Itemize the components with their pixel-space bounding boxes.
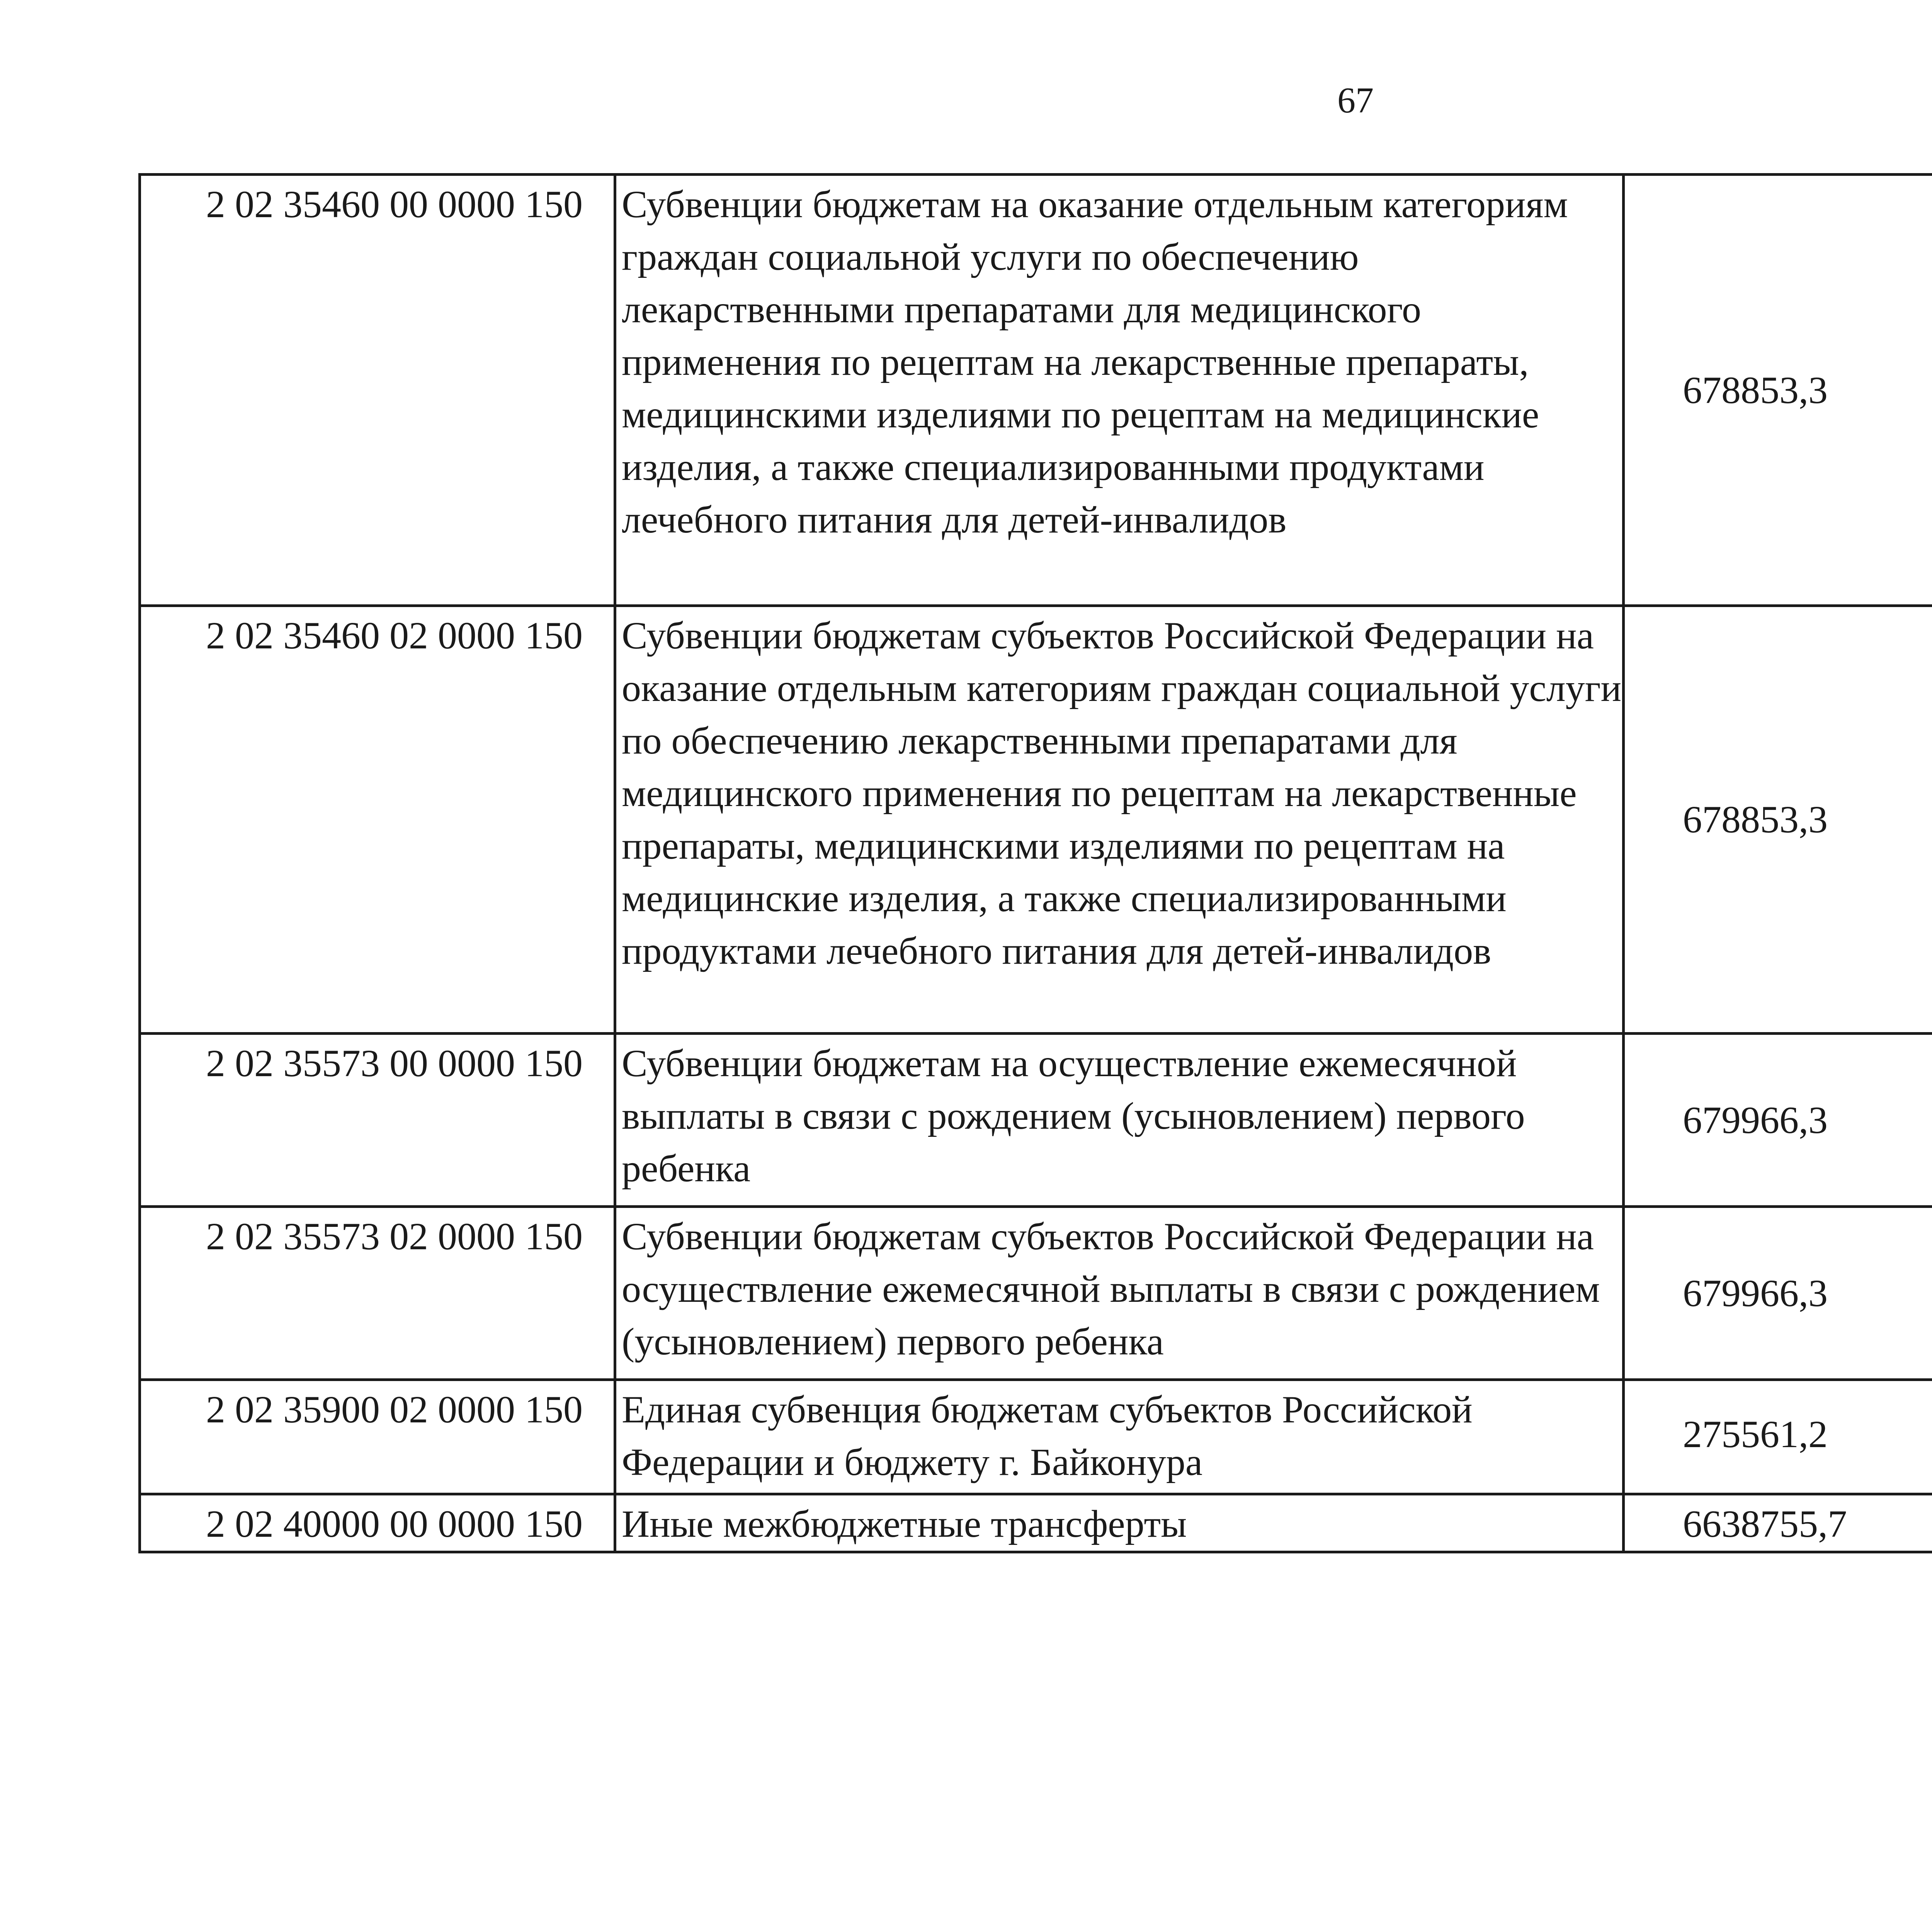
revenue-name-cell: Субвенции бюджетам субъектов Российской Федерации на оказание отдельным категориям граждан социальной услуги по обеспечению лекарственными препаратами для медицинского применения по рецептам на лекарственные препараты, медицинскими изделиями по рецептам на медицинские изделия, а также специализированными продуктами лечебного питания для детей-инвалидов: [615, 606, 1624, 1034]
budget-code-cell: 2 02 35460 00 0000 150: [140, 175, 615, 606]
table-row: [140, 606, 1932, 1034]
value-year1-cell: 678853,3: [1624, 175, 1932, 606]
revenue-name-cell: Субвенции бюджетам на осуществление ежемесячной выплаты в связи с рождением (усыновлением) первого ребенка: [615, 1034, 1624, 1207]
table-row: [140, 1207, 1932, 1380]
revenue-name-cell: Субвенции бюджетам субъектов Российской Федерации на осуществление ежемесячной выплаты в связи с рождением (усыновлением) первого ребенка: [615, 1207, 1624, 1380]
revenue-name-cell: Иные межбюджетные трансферты: [615, 1494, 1624, 1552]
revenue-name-cell: Единая субвенция бюджетам субъектов Российской Федерации и бюджету г. Байконура: [615, 1380, 1624, 1494]
budget-code-cell: 2 02 35900 02 0000 150: [140, 1380, 615, 1494]
value-year1-cell: 6638755,7: [1624, 1494, 1932, 1552]
table-row: [140, 1034, 1932, 1207]
budget-code-cell: 2 02 35573 02 0000 150: [140, 1207, 615, 1380]
value-year1-cell: 275561,2: [1624, 1380, 1932, 1494]
revenue-name-cell: Субвенции бюджетам на оказание отдельным категориям граждан социальной услуги по обеспечению лекарственными препаратами для медицинского применения по рецептам на лекарственные препараты, медицинскими изделиями по рецептам на медицинские изделия, а также специализированными продуктами лечебного питания для детей-инвалидов: [615, 175, 1624, 606]
table-row: [140, 1494, 1932, 1552]
budget-code-cell: 2 02 35460 02 0000 150: [140, 606, 615, 1034]
page-number: 67: [1337, 80, 1374, 121]
budget-revenue-table: [138, 173, 1932, 1553]
value-year1-cell: 678853,3: [1624, 606, 1932, 1034]
value-year1-cell: 679966,3: [1624, 1034, 1932, 1207]
budget-code-cell: 2 02 35573 00 0000 150: [140, 1034, 615, 1207]
budget-code-cell: 2 02 40000 00 0000 150: [140, 1494, 615, 1552]
table-row: [140, 1380, 1932, 1494]
value-year1-cell: 679966,3: [1624, 1207, 1932, 1380]
table-row: [140, 175, 1932, 606]
